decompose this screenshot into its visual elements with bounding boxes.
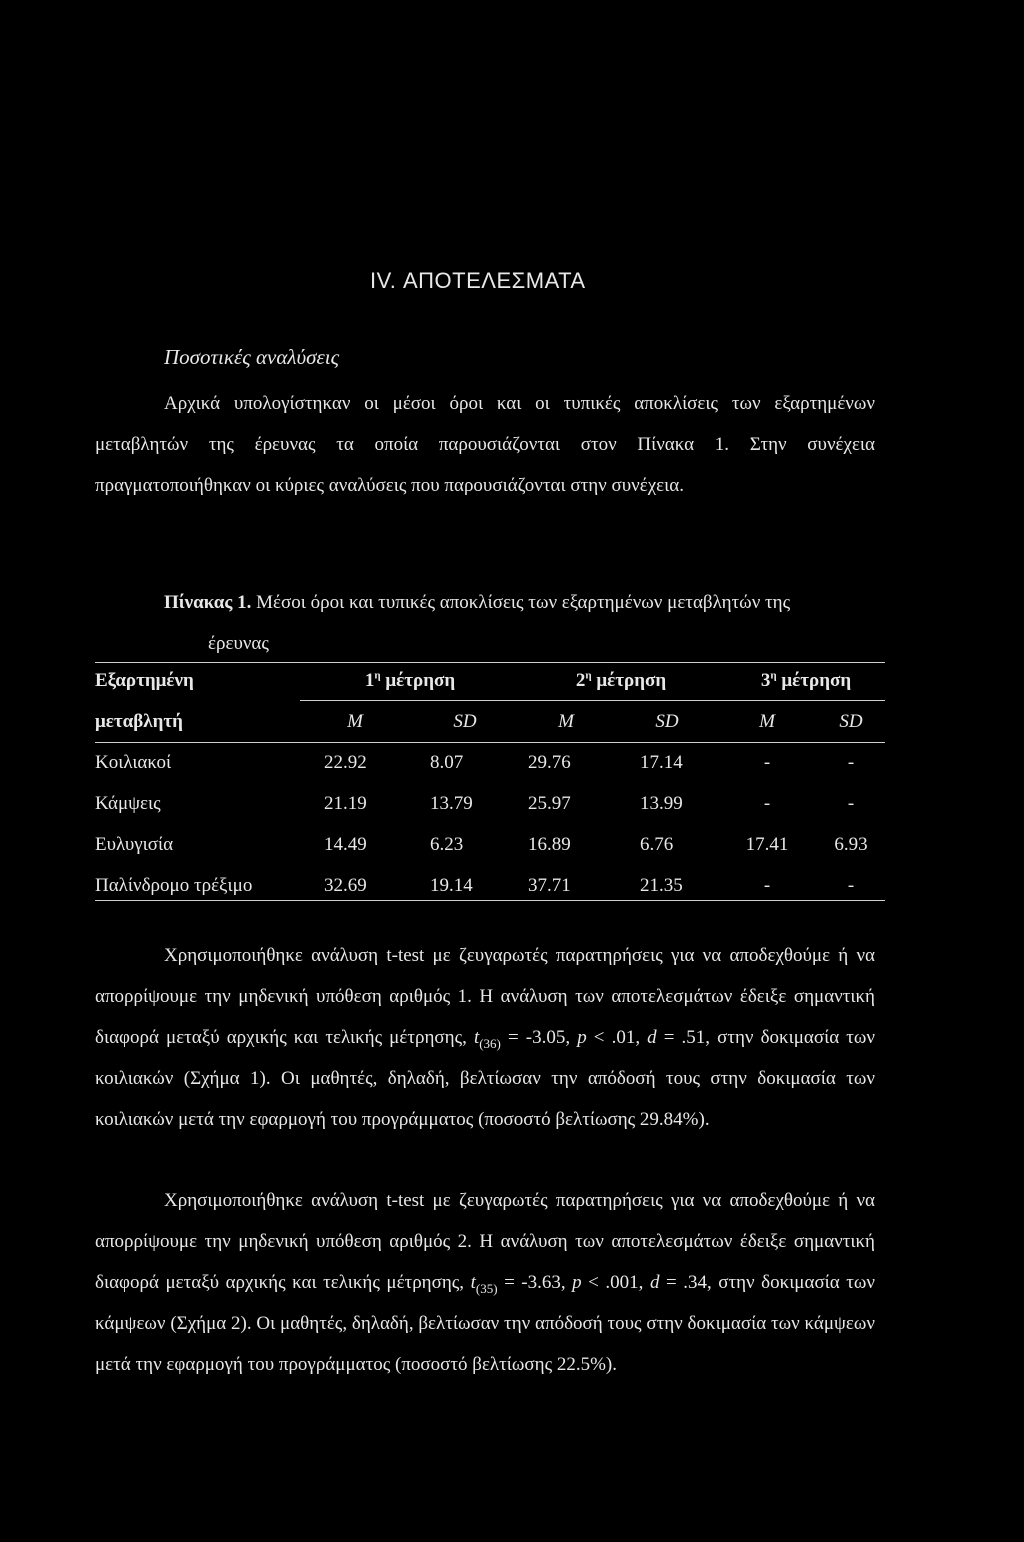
row-label: Ευλυγισία (95, 833, 174, 855)
table-caption (164, 582, 884, 664)
cell: 16.89 (528, 833, 571, 855)
table-caption-label: Πίνακας 1. (164, 592, 252, 613)
header-measurement-3: $3^\eta$ μέτρηση (760, 669, 852, 691)
results-paragraph-2: Χρησιμοποιήθηκε ανάλυση t-test με ζευγαρωτές παρατηρήσεις για να αποδεχθούμε ή να απορρίψουμε την μηδενική υπόθεση αριθμός 2. Η ανάλυση των αποτελεσμάτων έδειξε σημαντική διαφορά μεταξύ αρχικής και τελικής μέτρησης, $t_{(35)} = -3.63$, p < .001, d = .34, στην δοκιμασία των κάμψεων (Σχήμα 2). Οι μαθητές, δηλαδή, βελτίωσαν την απόδοσή τους στην δοκιμασία των κάμψεων μετά την εφαρμογή του προγράμματος (ποσοστό βελτίωσης 22.5%). (95, 1190, 876, 1375)
intro-paragraph: Αρχικά υπολογίστηκαν οι μέσοι όροι και οι τυπικές αποκλίσεις των εξαρτημένων μεταβλητών της έρευνας τα οποία παρουσιάζονται στον Πίνακα 1. Στην συνέχεια πραγματοποιήθηκαν οι κύριες αναλύσεις που παρουσιάζονται στην συνέχεια. (95, 393, 875, 496)
table-row (95, 824, 890, 865)
cell: 6.76 (640, 833, 674, 855)
header-sd-3: SD (839, 710, 863, 732)
table-caption-text: Μέσοι όροι και τυπικές αποκλίσεις των εξαρτημένων μεταβλητών της (256, 592, 791, 613)
header-sd-2: SD (655, 710, 679, 732)
header-measurement-1: $1^\eta$ μέτρηση (364, 669, 456, 691)
cell: 32.69 (324, 874, 367, 896)
row-label: Κάμψεις (95, 792, 161, 814)
table-header-row-2 (95, 701, 890, 742)
section-heading: IV. ΑΠΟΤΕΛΕΣΜΑΤΑ (370, 268, 586, 293)
cell: 6.93 (834, 833, 868, 855)
cell: 17.41 (745, 833, 789, 855)
results-table (95, 660, 890, 906)
cell: - (763, 874, 771, 896)
header-measurement-2: $2^\eta$ μέτρηση (575, 669, 667, 691)
cell: 25.97 (528, 792, 571, 814)
cell: 8.07 (430, 751, 464, 773)
header-variable: μεταβλητή (95, 710, 183, 732)
subsection-heading: Ποσοτικές αναλύσεις (164, 345, 340, 369)
cell: 19.14 (430, 874, 473, 896)
cell: - (763, 751, 771, 773)
row-label: Παλίνδρομο τρέξιμο (95, 874, 253, 896)
header-m-2: M (558, 710, 574, 732)
cell: 13.79 (430, 792, 473, 814)
cell: 13.99 (640, 792, 683, 814)
table-caption-text-cont: έρευνας (208, 633, 269, 654)
cell: 17.14 (640, 751, 683, 773)
cell: 6.23 (430, 833, 464, 855)
header-m-1: M (347, 710, 363, 732)
cell: 22.92 (324, 751, 367, 773)
cell: - (847, 792, 855, 814)
table-row (95, 783, 890, 824)
cell: - (847, 874, 855, 896)
cell: 21.35 (640, 874, 683, 896)
header-m-3: M (759, 710, 775, 732)
cell: 37.71 (528, 874, 571, 896)
cell: - (847, 751, 855, 773)
results-paragraph-1: Χρησιμοποιήθηκε ανάλυση t-test με ζευγαρωτές παρατηρήσεις για να αποδεχθούμε ή να απορρίψουμε την μηδενική υπόθεση αριθμός 1. Η ανάλυση των αποτελεσμάτων έδειξε σημαντική διαφορά μεταξύ αρχικής και τελικής μέτρησης, $t_{(36)} = -3.05$, p < .01, d = .51, στην δοκιμασία των κοιλιακών (Σχήμα 1). Οι μαθητές, δηλαδή, βελτίωσαν την απόδοσή τους στην δοκιμασία των κοιλιακών μετά την εφαρμογή του προγράμματος (ποσοστό βελτίωσης 29.84%). (95, 945, 876, 1130)
cell: 14.49 (324, 833, 367, 855)
header-dependent-variable: Εξαρτημένη (95, 669, 194, 691)
cell: - (763, 792, 771, 814)
cell: 21.19 (324, 792, 367, 814)
table-header-row-1 (95, 660, 890, 701)
table-row (95, 865, 890, 906)
row-label: Κοιλιακοί (95, 751, 172, 773)
header-sd-1: SD (453, 710, 477, 732)
cell: 29.76 (528, 751, 571, 773)
table-row (95, 742, 890, 783)
